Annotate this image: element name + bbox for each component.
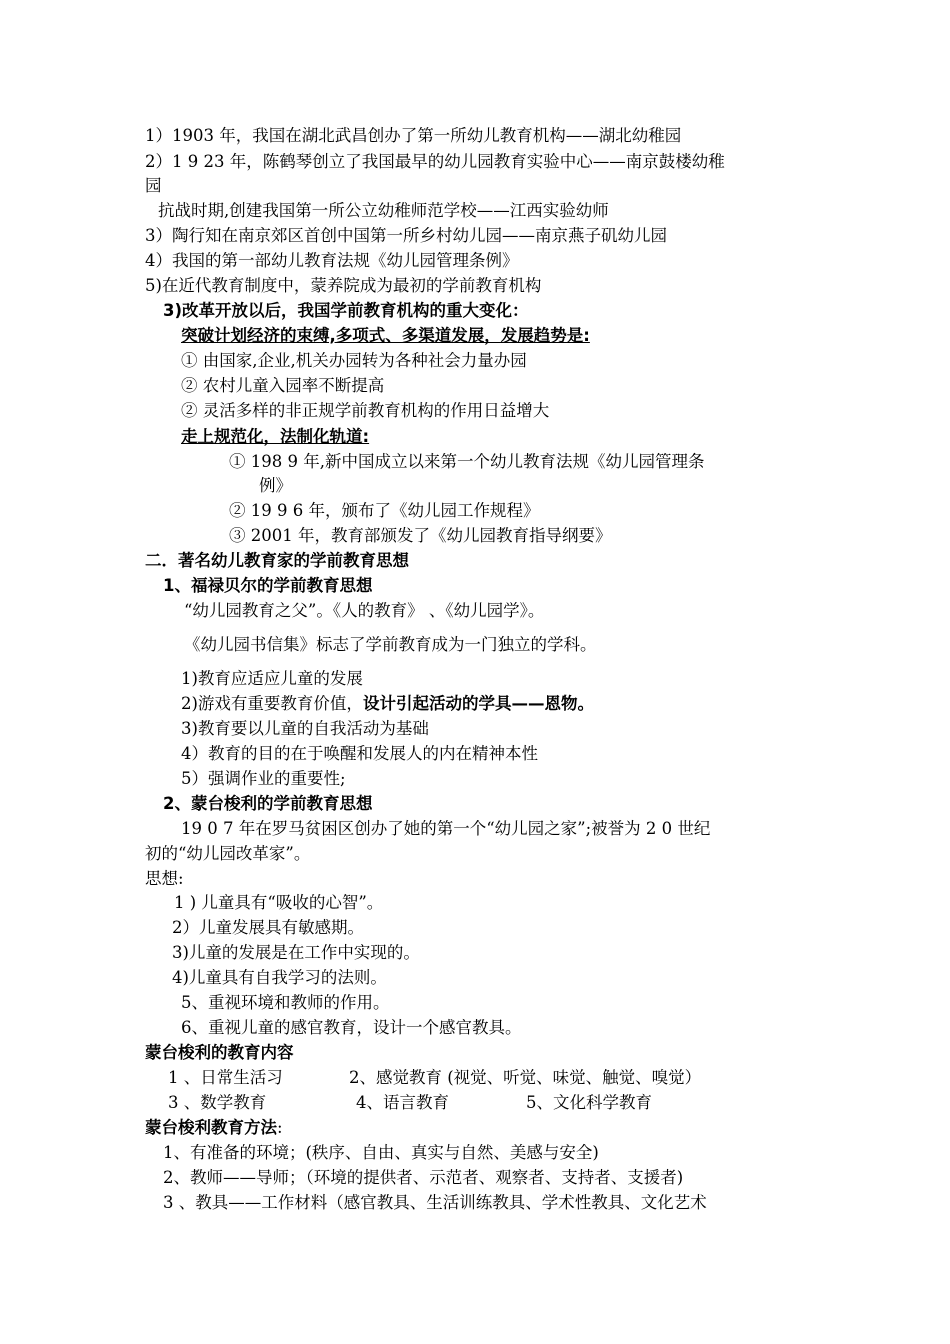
list-item: 5）强调作业的重要性; bbox=[181, 769, 346, 788]
text-line: “幼儿园教育之父”。《人的教育》 、《幼儿园学》。 bbox=[184, 601, 545, 620]
list-item-text: 2)游戏有重要教育价值， bbox=[181, 694, 363, 713]
content-item: 1 、日常生活习 bbox=[168, 1068, 283, 1087]
chapter-heading: 二．著名幼儿教育家的学前教育思想 bbox=[145, 551, 409, 570]
list-item: 6、重视儿童的感官教育，设计一个感官教具。 bbox=[181, 1018, 522, 1037]
subsection-heading: 突破计划经济的束缚,多项式、多渠道发展，发展趋势是: bbox=[181, 326, 590, 345]
list-item: 2）儿童发展具有敏感期。 bbox=[172, 918, 364, 937]
section-heading: 蒙台梭利的教育内容 bbox=[145, 1043, 294, 1062]
list-item: 4）教育的目的在于唤醒和发展人的内在精神本性 bbox=[181, 744, 538, 763]
text-line: 初的“幼儿园改革家”。 bbox=[145, 844, 311, 863]
list-item: 5、重视环境和教师的作用。 bbox=[181, 993, 390, 1012]
subsection-heading: 走上规范化，法制化轨道: bbox=[181, 427, 370, 446]
section-heading: 2、蒙台梭利的学前教育思想 bbox=[163, 794, 373, 813]
text-line: 《幼儿园书信集》标志了学前教育成为一门独立的学科。 bbox=[184, 635, 597, 654]
list-item: ② 灵活多样的非正规学前教育机构的作用日益增大 bbox=[181, 401, 550, 420]
text-line: 抗战时期,创建我国第一所公立幼稚师范学校——江西实验幼师 bbox=[158, 201, 609, 220]
content-item: 5、文化科学教育 bbox=[526, 1093, 652, 1112]
text-line: 19 0 7 年在罗马贫困区创办了她的第一个“幼儿园之家”;被誉为 2 0 世纪 bbox=[181, 819, 711, 838]
list-item: ① 198 9 年,新中国成立以来第一个幼儿教育法规《幼儿园管理条 bbox=[229, 452, 705, 471]
section-heading: 1、福禄贝尔的学前教育思想 bbox=[163, 576, 373, 595]
emphasis-text: 设计引起活动的学具——恩物。 bbox=[362, 694, 594, 713]
text-line: 5)在近代教育制度中，蒙养院成为最初的学前教育机构 bbox=[145, 276, 542, 295]
content-item: 3 、数学教育 bbox=[168, 1093, 267, 1112]
list-item: 3)儿童的发展是在工作中实现的。 bbox=[172, 943, 420, 962]
list-item: 1、有准备的环境；(秩序、自由、真实与自然、美感与安全) bbox=[163, 1143, 599, 1162]
section-heading bbox=[145, 1117, 283, 1139]
list-item: 3)教育要以儿童的自我活动为基础 bbox=[181, 719, 429, 738]
list-item: 1)教育应适应儿童的发展 bbox=[181, 669, 363, 688]
list-item: ② 19 9 6 年，颁布了《幼儿园工作规程》 bbox=[229, 501, 540, 520]
section-heading: 3)改革开放以后，我国学前教育机构的重大变化： bbox=[163, 301, 529, 320]
list-item: 3 、教具——工作材料（感官教具、生活训练教具、学术性教具、文化艺术 bbox=[163, 1193, 707, 1212]
list-item bbox=[181, 693, 594, 715]
text-line: 4）我国的第一部幼儿教育法规《幼儿园管理条例》 bbox=[145, 251, 519, 270]
list-item: 1 ) 儿童具有“吸收的心智”。 bbox=[174, 893, 384, 912]
heading-text: 蒙台梭利教育方法 bbox=[145, 1118, 277, 1137]
list-item-continued: 例》 bbox=[259, 476, 292, 495]
heading-colon: : bbox=[277, 1118, 283, 1137]
text-line: 思想: bbox=[145, 869, 184, 888]
content-item: 2、感觉教育 (视觉、听觉、味觉、触觉、嗅觉） bbox=[349, 1068, 702, 1087]
list-item: 4)儿童具有自我学习的法则。 bbox=[172, 968, 387, 987]
list-item: 2、教师——导师；（环境的提供者、示范者、观察者、支持者、支援者) bbox=[163, 1168, 684, 1187]
list-item: ② 农村儿童入园率不断提高 bbox=[181, 376, 385, 395]
list-item: ① 由国家,企业,机关办园转为各种社会力量办园 bbox=[181, 351, 527, 370]
text-line: 园 bbox=[145, 176, 162, 195]
content-item: 4、语言教育 bbox=[356, 1093, 449, 1112]
text-line: 1）1903 年，我国在湖北武昌创办了第一所幼儿教育机构——湖北幼稚园 bbox=[145, 126, 682, 145]
list-item: ③ 2001 年，教育部颁发了《幼儿园教育指导纲要》 bbox=[229, 526, 612, 545]
text-line: 2）1 9 23 年，陈鹤琴创立了我国最早的幼儿园教育实验中心——南京鼓楼幼稚 bbox=[145, 152, 725, 171]
text-line: 3）陶行知在南京郊区首创中国第一所乡村幼儿园——南京燕子矶幼儿园 bbox=[145, 226, 667, 245]
